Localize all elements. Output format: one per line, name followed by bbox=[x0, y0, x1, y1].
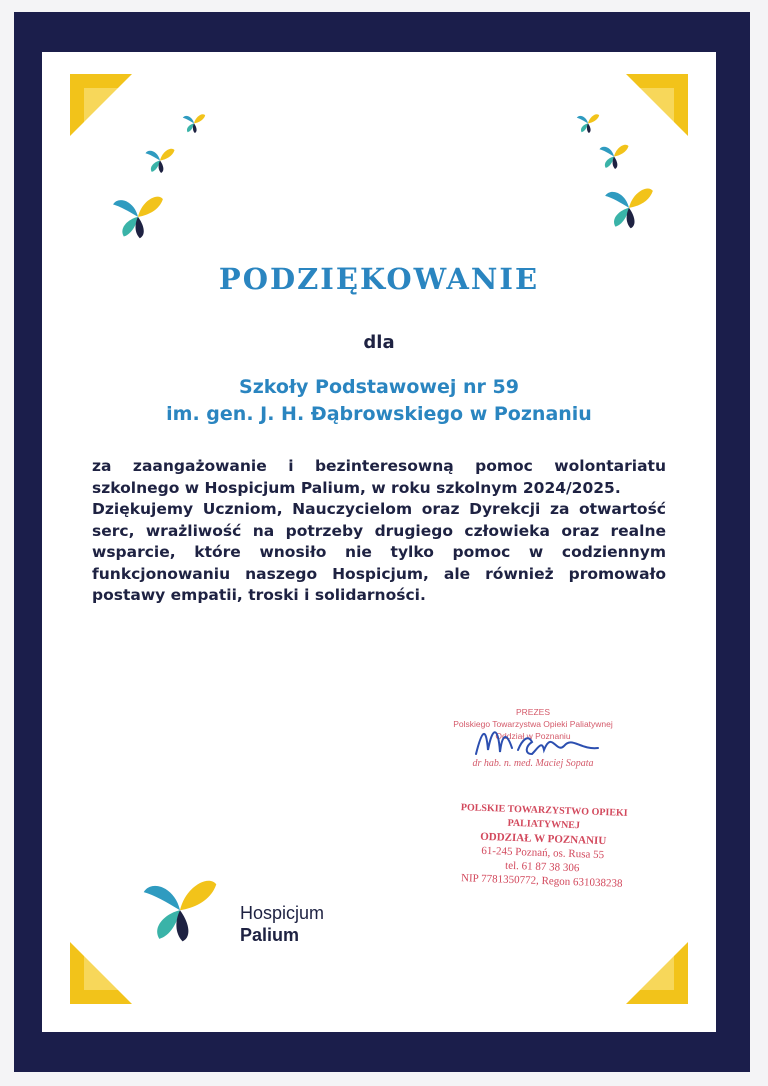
page-title: PODZIĘKOWANIE bbox=[218, 262, 540, 296]
recipient-line: im. gen. J. H. Ðąbrowskiego w Poznaniu bbox=[166, 403, 592, 425]
stamp-line: NIP 7781350772, Regon 631038238 bbox=[460, 872, 623, 890]
logo-line: Palium bbox=[240, 925, 300, 945]
butterfly-icon bbox=[182, 112, 206, 134]
for-word: dla bbox=[363, 332, 395, 353]
stamp-line: 61-245 Poznań, os. Rusa 55 bbox=[481, 844, 605, 862]
body-text bbox=[92, 456, 666, 607]
handwritten-signature bbox=[472, 720, 602, 760]
paragraph: Dziękujemy Uczniom, Nauczycielom oraz Dyrekcji za otwartość serc, wrażliwość na potrzeby drugiego człowieka oraz realne wsparcie, które wnosiło nie tylko pomoc w codziennym funkcjonowaniu naszego Hospicjum, ale również promowało postawy empatii, troski i solidarności. bbox=[92, 500, 666, 604]
recipient-name bbox=[42, 374, 716, 428]
butterfly-logo-icon bbox=[134, 874, 226, 944]
butterfly-icon bbox=[576, 112, 600, 134]
butterfly-icon bbox=[602, 184, 656, 230]
butterfly-icon bbox=[144, 146, 176, 174]
corner-ornament-top-left-icon bbox=[70, 74, 132, 136]
paragraph: za zaangażowanie i bezinteresowną pomoc wolontariatu szkolnego w Hospicjum Palium, w roku szkolnym 2024/2025. bbox=[92, 457, 666, 497]
recipient-line: Szkoły Podstawowej nr 59 bbox=[239, 376, 519, 398]
logo-line: Hospicjum bbox=[240, 903, 325, 923]
signatory-name: dr hab. n. med. Maciej Sopata bbox=[472, 758, 594, 769]
certificate-sheet bbox=[42, 52, 716, 1032]
signature-org: Oddział w Poznaniu bbox=[495, 731, 571, 741]
stamp-line: ODDZIAŁ W POZNANIU bbox=[480, 830, 607, 848]
signature-org: Polskiego Towarzystwa Opieki Paliatywnej bbox=[453, 719, 613, 729]
institution-stamp bbox=[427, 800, 660, 892]
butterfly-icon bbox=[598, 142, 630, 170]
corner-ornament-top-right-icon bbox=[626, 74, 688, 136]
butterfly-icon bbox=[110, 192, 166, 240]
corner-ornament-bottom-right-icon bbox=[626, 942, 688, 1004]
stamp-line: tel. 61 87 38 306 bbox=[504, 859, 580, 875]
stamp-line: POLSKIE TOWARZYSTWO OPIEKI PALIATYWNEJ bbox=[460, 802, 628, 832]
signature-role: PREZES bbox=[515, 707, 550, 717]
corner-ornament-bottom-left-icon bbox=[70, 942, 132, 1004]
logo-text bbox=[240, 902, 324, 946]
